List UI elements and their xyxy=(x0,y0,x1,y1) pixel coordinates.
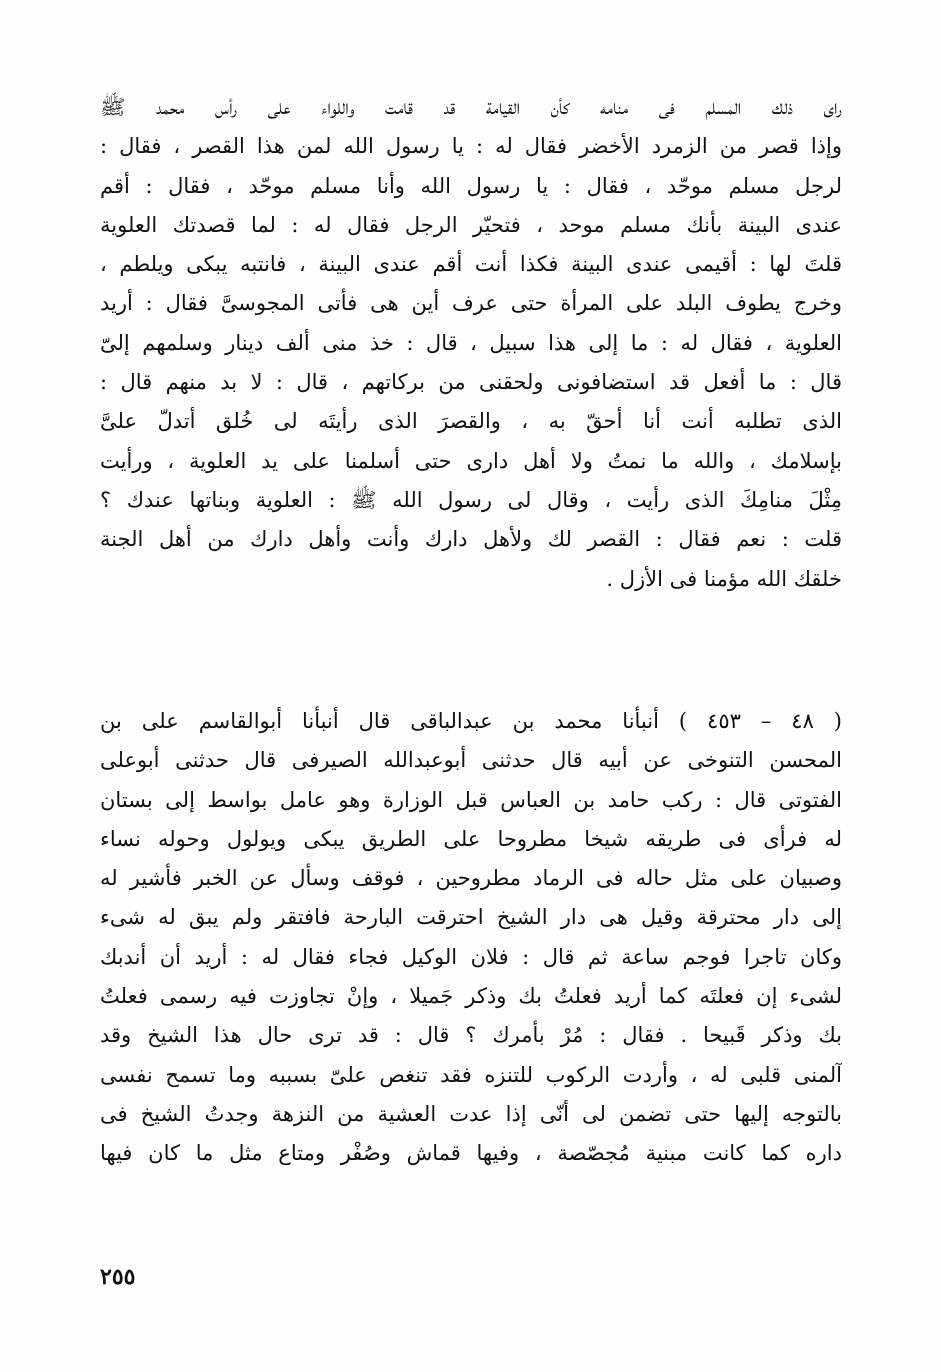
text-line: إلى دار محترقة وقيل هى دار الشيخ احترقت البارحة فافتقر ولم يبق له شىء xyxy=(100,905,842,930)
paragraph-2 xyxy=(100,702,842,1174)
text-line: مِثْلَ منامِكَ الذى رأيت ، وقال لى رسول الله ﷺ : العلوية وبناتها عندك ؟ xyxy=(100,487,842,512)
text-line: وكان تاجرا فوجم ساعة ثم قال : فلان الوكيل فجاء فقال له : أريد أن أندبك xyxy=(100,944,842,969)
text-line: العلوية ، فقال له : ما إلى هذا سبيل ، قال : خذ منى ألف دينار وسلمهم إلىّ xyxy=(100,330,842,355)
paragraph-1 xyxy=(100,88,842,599)
page-number: ٢٥٥ xyxy=(100,1264,136,1290)
text-line: الذى تطلبه أنت أنا أحقّ به ، والقصرَ الذى رأيتَه لى خُلق أتدلّ علىَّ xyxy=(100,409,842,434)
text-line: خلقك الله مؤمنا فى الأزل . xyxy=(606,566,842,591)
text-line: بإسلامك ، والله ما نمتُ ولا أهل دارى حتى أسلمنا على يد العلوية ، ورأيت xyxy=(100,448,842,473)
text-line: لشىء إن فعلتَه كما أريد فعلتُ بك وذكر جَميلا ، وإنْ تجاوزت فيه رسمى فعلتُ xyxy=(100,984,842,1009)
text-line: المحسن التنوخى عن أبيه قال حدثنى أبوعبدالله الصيرفى قال حدثنى أبوعلى xyxy=(100,748,842,773)
text-line: الفتوتى قال : ركب حامد بن العباس قبل الوزارة وهو عامل بواسط إلى بستان xyxy=(100,787,842,812)
text-line: وإذا قصر من الزمرد الأخضر فقال له : يا رسول الله لمن هذا القصر ، فقال : xyxy=(100,134,842,159)
text-line: عندى البينة بأنك مسلم موحد ، فتحيّر الرجل فقال له : لما قصدتك العلوية xyxy=(100,212,842,237)
text-line: وصبيان على مثل حاله فى الرماد مطروحين ، فوقف وسأل عن الخبر فأشير له xyxy=(100,866,842,891)
text-line: ( ٤٨ – ٤٥٣ ) أنبأنا محمد بن عبدالباقى قال أنبأنا أبوالقاسم على بن xyxy=(100,709,842,733)
text-line: قلت : نعم فقال : القصر لك ولأهل دارك وأنت وأهل دارك من أهل الجنة xyxy=(100,527,842,552)
text-line: قال : ما أفعل قد استضافونى ولحقنى من بركاتهم ، قال : لا بد منهم قال : xyxy=(100,370,842,395)
text-line: لرجل مسلم موحّد ، فقال : يا رسول الله وأنا مسلم موحّد ، فقال : أقم xyxy=(100,173,842,198)
text-line: بالتوجه إليها حتى تضمن لى أنّى إذا عدت العشية من النزهة وجدتُ الشيخ فى xyxy=(100,1101,842,1126)
text-line: له فرأى فى طريقه شيخا مطروحا على الطريق يبكى ويولول وحوله نساء xyxy=(100,826,842,851)
text-line: داره كما كانت مبنية مُجصّصة ، وفيها قماش وصُفْر ومتاع مثل ما كان فيها xyxy=(100,1141,842,1166)
text-line: راى ذلك المسلم فى منامه كأن القيامة قد قامت واللواء على رأس محمد ﷺ xyxy=(100,95,842,119)
text-line: قلتَ لها : أقيمى عندى البينة فكذا أنت أقم عندى البينة ، فانتبه يبكى ويلطم ، xyxy=(100,252,842,277)
text-line: وخرج يطوف البلد على المرأة حتى عرف أين هى فأتى المجوسىَّ فقال : أريد xyxy=(100,291,842,316)
text-line: آلمنى قلبى له ، وأردت الركوب للتنزه فقد تنغص علىّ بسببه وما تسمح نفسى xyxy=(100,1062,842,1087)
text-line: بك وذكر قَبيحا . فقال : مُرْ بأمرك ؟ قال : قد ترى حال هذا الشيخ وقد xyxy=(100,1023,842,1048)
